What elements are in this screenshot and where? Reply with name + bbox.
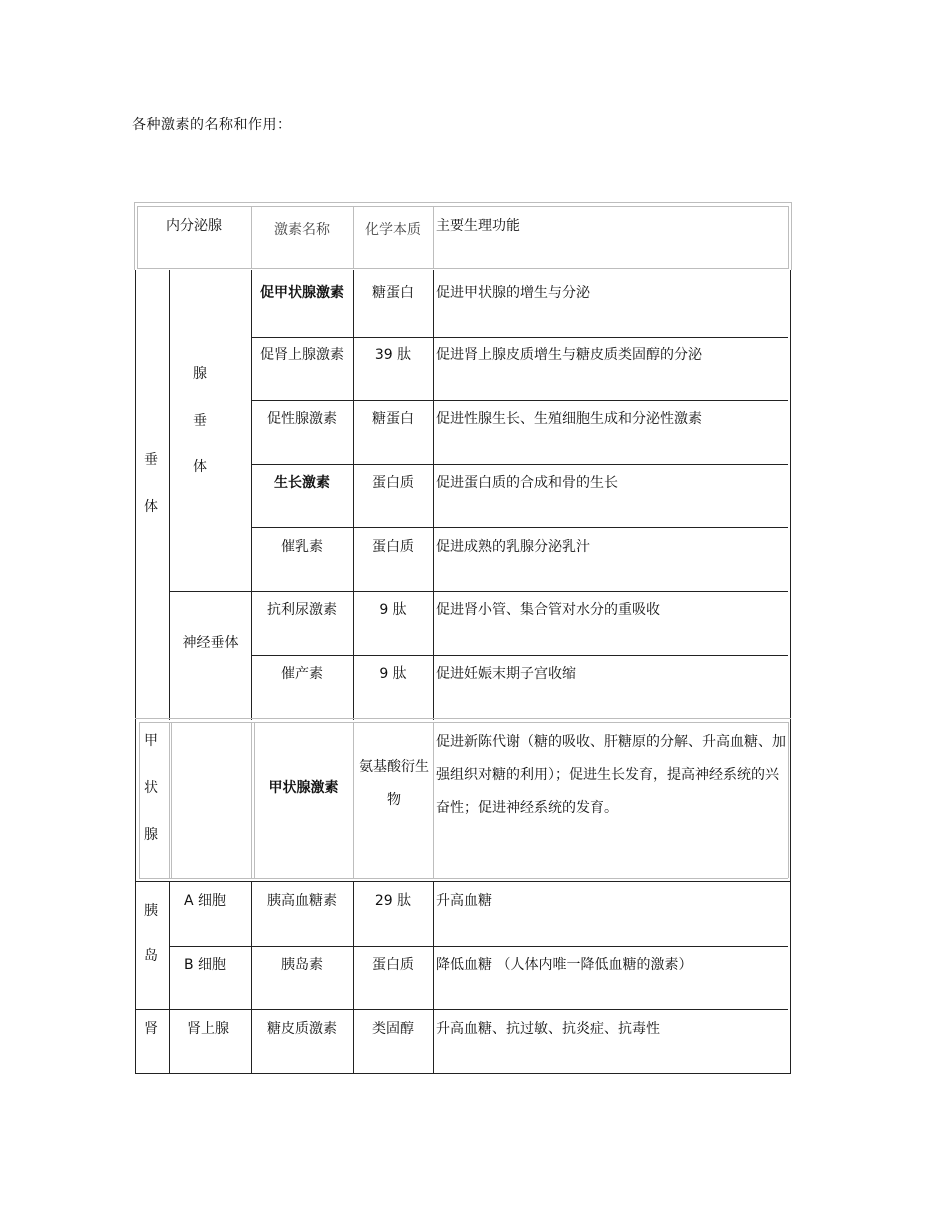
row-separator [251, 655, 788, 656]
pituitary-char: 体 [144, 499, 158, 515]
thyroid-char: 状 [144, 780, 158, 796]
thyroid-bottom-border [139, 878, 788, 879]
pituitary-char: 垂 [144, 452, 158, 468]
a-cell-label: A 细胞 [183, 893, 227, 909]
thyroid-char: 甲 [144, 733, 158, 749]
hormone-name: 糖皮质激素 [267, 1021, 337, 1037]
hormone-name: 抗利尿激素 [267, 602, 337, 618]
header-bottom-border [137, 268, 789, 269]
chemical-nature: 9 肽 [379, 602, 407, 618]
table-left-border [135, 270, 136, 1074]
hormone-name: 促肾上腺激素 [260, 347, 344, 363]
adenohypophysis-char: 腺 [193, 366, 207, 382]
thyroid-divider [433, 722, 434, 878]
header-left-border [134, 202, 135, 270]
chemical-nature: 类固醇 [372, 1021, 414, 1037]
hormone-name: 甲状腺激素 [268, 780, 339, 796]
thyroid-char: 腺 [144, 827, 158, 843]
table-right-border [790, 270, 791, 1074]
column-line [433, 881, 434, 1074]
header-gland: 内分泌腺 [166, 218, 222, 234]
hormone-function: 促进肾小管、集合管对水分的重吸收 [436, 602, 660, 618]
thyroid-top-border [135, 718, 791, 719]
adrenal-label: 肾上腺 [187, 1021, 229, 1037]
chemical-nature: 糖蛋白 [372, 285, 414, 301]
chemical-nature: 9 肽 [379, 666, 407, 682]
hormone-function: 降低血糖 （人体内唯一降低血糖的激素） [436, 957, 693, 973]
chemical-nature: 糖蛋白 [372, 411, 414, 427]
thyroid-divider [353, 722, 354, 878]
adenohypophysis-char: 体 [193, 459, 207, 475]
table-bottom-border [135, 1073, 791, 1074]
hormone-name: 促性腺激素 [267, 411, 337, 427]
hormone-function: 促进妊娠末期子宫收缩 [436, 666, 576, 682]
row-separator [135, 881, 791, 882]
chemical-nature: 蛋白质 [372, 475, 414, 491]
header-right-border [791, 202, 792, 270]
chemical-nature: 39 肽 [374, 347, 412, 363]
hormone-name: 催乳素 [281, 539, 323, 555]
hormone-function: 促进成熟的乳腺分泌乳汁 [436, 539, 590, 555]
row-separator [251, 464, 788, 465]
thyroid-divider [171, 722, 172, 878]
islets-char: 胰 [144, 903, 158, 919]
row-separator [169, 946, 788, 947]
hormone-function: 升高血糖、抗过敏、抗炎症、抗毒性 [436, 1021, 660, 1037]
hormone-function: 促进新陈代谢（糖的吸收、肝糖原的分解、升高血糖、加强组织对糖的利用）；促进生长发育，提高神经系统的兴奋性；促进神经系统的发育。 [436, 734, 786, 816]
document-title: 各种激素的名称和作用： [132, 117, 292, 133]
row-separator [169, 591, 788, 592]
hormone-function: 促进蛋白质的合成和骨的生长 [436, 475, 618, 491]
chemical-nature: 蛋白质 [372, 539, 414, 555]
hormone-name: 催产素 [281, 666, 323, 682]
row-separator [251, 527, 788, 528]
header-hormone: 激素名称 [274, 222, 330, 238]
header-function: 主要生理功能 [436, 218, 520, 234]
thyroid-left-inner [139, 722, 140, 878]
chemical-nature: 氨基酸衍生物 [359, 759, 429, 808]
hormone-function: 促进性腺生长、生殖细胞生成和分泌性激素 [436, 411, 702, 427]
adrenal-char: 肾 [144, 1021, 158, 1037]
b-cell-label: B 细胞 [183, 957, 227, 973]
thyroid-divider [169, 722, 170, 878]
chemical-nature: 29 肽 [374, 893, 412, 909]
header-top-border [134, 202, 792, 203]
chemical-nature: 蛋白质 [372, 957, 414, 973]
row-separator [251, 400, 788, 401]
hormone-function: 升高血糖 [436, 893, 492, 909]
header-nature: 化学本质 [365, 222, 421, 238]
thyroid-right-inner [788, 722, 789, 878]
neurohypophysis-label: 神经垂体 [182, 635, 239, 651]
hormone-name: 胰高血糖素 [267, 893, 337, 909]
header-divider [433, 206, 434, 268]
thyroid-top-border-inner [139, 722, 788, 723]
hormone-function: 促进甲状腺的增生与分泌 [436, 285, 590, 301]
hormone-name: 促甲状腺激素 [260, 285, 344, 301]
thyroid-divider [251, 722, 252, 878]
hormone-function: 促进肾上腺皮质增生与糖皮质类固醇的分泌 [436, 347, 702, 363]
thyroid-divider [254, 722, 255, 878]
row-separator [251, 337, 788, 338]
hormone-name: 生长激素 [274, 475, 330, 491]
row-separator [135, 1009, 788, 1010]
header-right-border-inner [788, 206, 789, 268]
adenohypophysis-char: 垂 [193, 413, 207, 429]
header-top-border-inner [137, 206, 789, 207]
islets-char: 岛 [144, 948, 158, 964]
hormone-name: 胰岛素 [281, 957, 323, 973]
